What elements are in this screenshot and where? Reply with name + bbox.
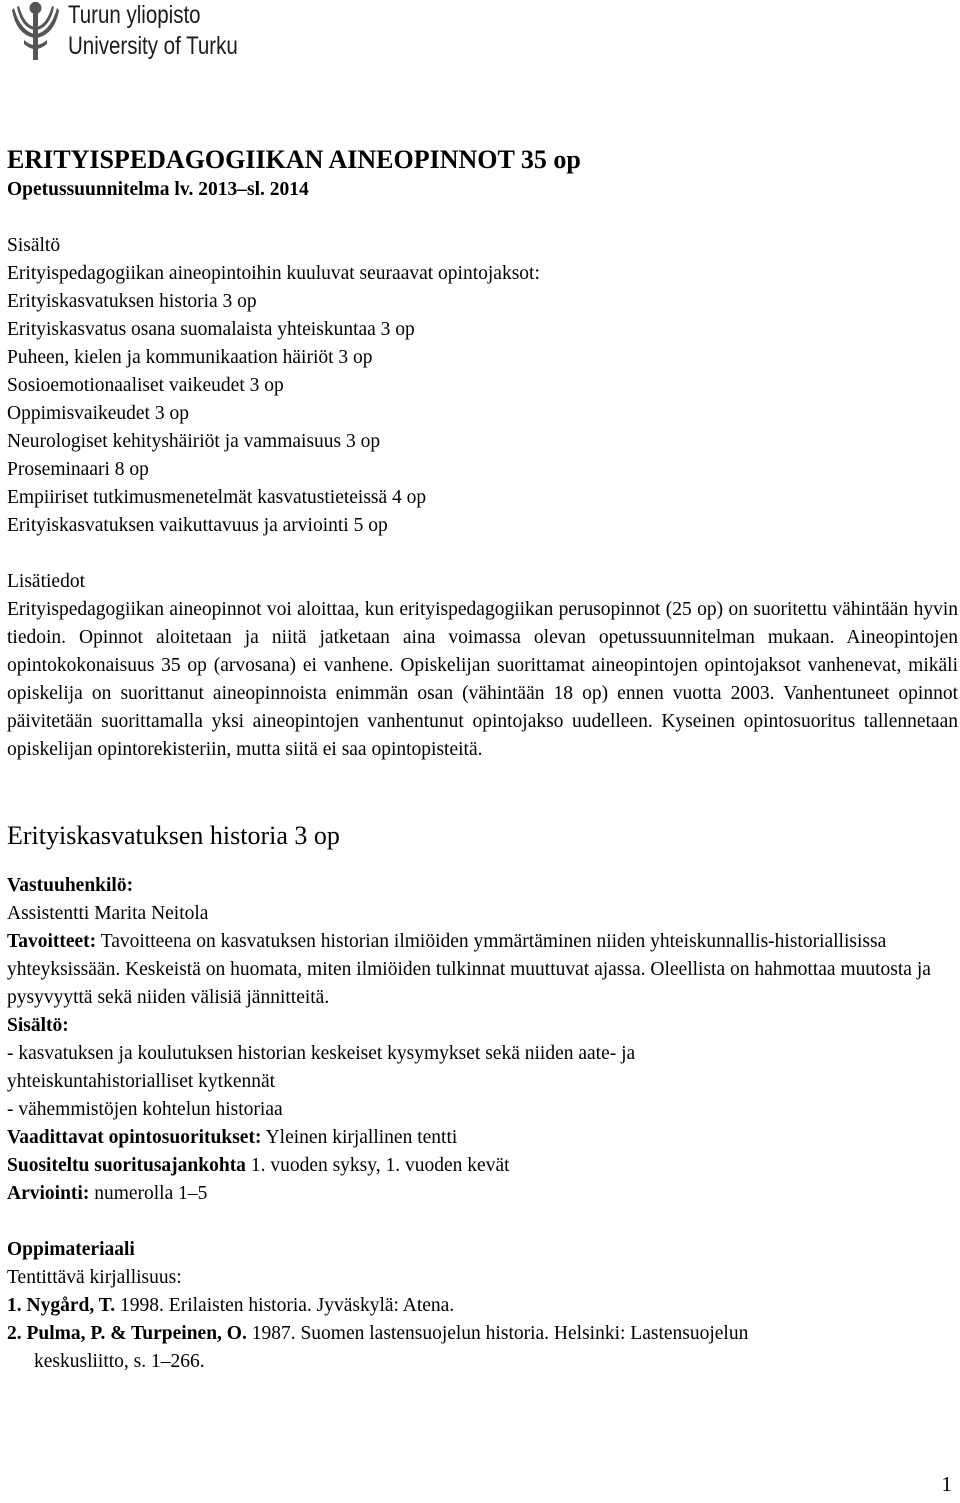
document-body	[7, 144, 958, 1376]
section-heading-sisalto: Sisältö	[7, 235, 61, 256]
course-title: Erityiskasvatuksen historia 3 op	[7, 821, 340, 850]
turun-yliopisto-logo-icon	[10, 0, 62, 62]
book-author: 1. Nygård, T.	[7, 1295, 116, 1316]
page-title: ERITYISPEDAGOGIIKAN AINEOPINNOT 35 op	[7, 145, 581, 174]
vaaditut-row	[7, 1124, 958, 1152]
tavoitteet-paragraph	[7, 928, 958, 1012]
arviointi-row	[7, 1180, 958, 1208]
list-item: - vähemmistöjen kohtelun historiaa	[7, 1099, 283, 1120]
sisalto-intro: Erityispedagogiikan aineopintoihin kuuluvat seuraavat opintojaksot:	[7, 263, 540, 284]
logo-line-2: University of Turku	[68, 32, 238, 60]
vastuuhenkilo-value: Assistentti Marita Neitola	[7, 903, 209, 924]
sisalto-label: Sisältö:	[7, 1015, 69, 1036]
list-item: Erityiskasvatuksen vaikuttavuus ja arviointi 5 op	[7, 515, 388, 536]
page-number: 1	[941, 1472, 952, 1496]
vaaditut-label: Vaadittavat opintosuoritukset:	[7, 1127, 262, 1148]
list-item: Oppimisvaikeudet 3 op	[7, 403, 189, 424]
book-item	[7, 1292, 958, 1320]
tavoitteet-text: Tavoitteena on kasvatuksen historian ilmiöiden ymmärtäminen niiden yhteiskunnallis-historiallisissa yhteyksissään. Keskeistä on huomata, miten ilmiöiden tulkinnat muuttuvat ajassa. Oleellista on hahmottaa muutosta ja pysyvyyttä sekä niiden välisiä jännitteitä.	[7, 931, 931, 1008]
course-list	[7, 288, 958, 540]
arviointi-label: Arviointi:	[7, 1183, 90, 1204]
university-logo	[10, 0, 250, 64]
book-author: 2. Pulma, P. & Turpeinen, O.	[7, 1323, 247, 1344]
book-item-continuation: keskusliitto, s. 1–266.	[34, 1351, 205, 1372]
lisatiedot-paragraph: Erityispedagogiikan aineopinnot voi aloittaa, kun erityispedagogiikan perusopinnot (25 op) on suoritettu vähintään hyvin tiedoin. Opinnot aloitetaan ja niitä jatketaan aina voimassa olevan opetussuunnitelman mukaan. Aineopintojen opintokokonaisuus 35 op (arvosana) ei vanhene. Opiskelijan suorittamat aineopintojen opintojaksot vanhenevat, mikäli opiskelija on suorittanut aineopinnoista enimmän osan (vähintään 18 op) ennen vuotta 2003. Vanhentuneet opinnot päivitetään suorittamalla yksi aineopintojen vanhentunut opintojakso uudelleen. Kyseinen opintosuoritus tallennetaan opiskelijan opintorekisteriin, mutta siitä ei saa opintopisteitä.	[7, 599, 958, 760]
section-heading-lisatiedot: Lisätiedot	[7, 571, 85, 592]
list-item: Sosioemotionaaliset vaikeudet 3 op	[7, 375, 284, 396]
page-subtitle: Opetussuunnitelma lv. 2013–sl. 2014	[7, 179, 309, 200]
ajankohta-label: Suositeltu suoritusajankohta	[7, 1155, 246, 1176]
tavoitteet-label: Tavoitteet:	[7, 931, 97, 952]
book-details: 1998. Erilaisten historia. Jyväskylä: Atena.	[120, 1295, 455, 1316]
oppimateriaali-heading: Oppimateriaali	[7, 1239, 135, 1260]
oppimateriaali-intro: Tentittävä kirjallisuus:	[7, 1267, 182, 1288]
list-item: - kasvatuksen ja koulutuksen historian keskeiset kysymykset sekä niiden aate- ja yhteiskuntahistorialliset kytkennät	[7, 1043, 636, 1092]
list-item: Proseminaari 8 op	[7, 459, 149, 480]
vastuuhenkilo-label: Vastuuhenkilö:	[7, 875, 134, 896]
ajankohta-row	[7, 1152, 958, 1180]
list-item: Erityiskasvatuksen historia 3 op	[7, 291, 257, 312]
logo-wordmark	[68, 0, 238, 62]
vaaditut-value: Yleinen kirjallinen tentti	[265, 1127, 458, 1148]
book-item	[7, 1320, 958, 1348]
list-item: Empiiriset tutkimusmenetelmät kasvatustieteissä 4 op	[7, 487, 427, 508]
book-details: 1987. Suomen lastensuojelun historia. Helsinki: Lastensuojelun	[251, 1323, 749, 1344]
arviointi-value: numerolla 1–5	[94, 1183, 208, 1204]
ajankohta-value: 1. vuoden syksy, 1. vuoden kevät	[250, 1155, 510, 1176]
list-item: Neurologiset kehityshäiriöt ja vammaisuus 3 op	[7, 431, 381, 452]
list-item: Puheen, kielen ja kommunikaation häiriöt 3 op	[7, 347, 373, 368]
list-item: Erityiskasvatus osana suomalaista yhteiskuntaa 3 op	[7, 319, 415, 340]
logo-line-1: Turun yliopisto	[68, 1, 201, 29]
